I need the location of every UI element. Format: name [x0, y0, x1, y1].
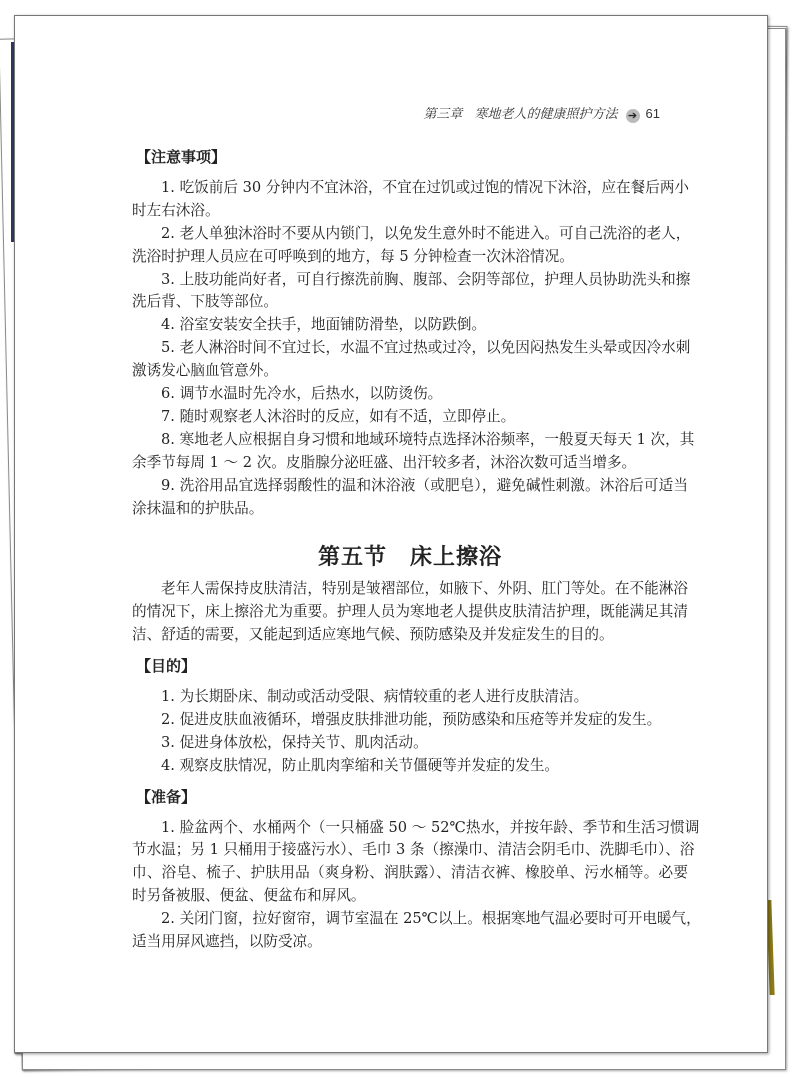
- spacer: [132, 521, 688, 529]
- text-line: 4. 浴室安装安全扶手，地面铺防滑垫，以防跌倒。: [161, 316, 487, 334]
- text-line: 涂抹温和的护肤品。: [132, 499, 264, 517]
- text-line: 的情况下，床上擦浴尤为重要。护理人员为寒地老人提供皮肤清洁护理，既能满足其清: [132, 603, 688, 621]
- chapter-title: 寒地老人的健康照护方法: [474, 107, 618, 122]
- spacer: [132, 647, 688, 655]
- text-line: 洗浴时护理人员应在可呼唤到的地方，每 5 分钟检查一次沐浴情况。: [132, 247, 574, 265]
- paragraph: [132, 383, 688, 406]
- text-line: 巾、浴皂、梳子、护肤用品（爽身粉、润肤露）、清洁衣裤、橡胶单、污水桶等。必要: [132, 864, 688, 882]
- text-line: 节水温；另 1 只桶用于接盛污水）、毛巾 3 条（擦澡巾、清洁会阴毛巾、洗脚毛巾）、浴: [132, 841, 695, 859]
- text-line: 余季节每周 1 ～ 2 次。皮脂腺分泌旺盛、出汗较多者，沐浴次数可适当增多。: [132, 453, 637, 471]
- text-line: 5. 老人淋浴时间不宜过长，水温不宜过热或过冷，以免因闷热发生头晕或因冷水刺: [161, 339, 691, 357]
- text-line: 2. 老人单独沐浴时不要从内锁门，以免发生意外时不能进入。可自己洗浴的老人，: [161, 224, 691, 242]
- chapter-label: 第三章: [423, 107, 463, 122]
- text-line: 老年人需保持皮肤清洁，特别是皱褶部位，如腋下、外阴、肛门等处。在不能淋浴: [161, 580, 688, 598]
- text-line: 1. 脸盆两个、水桶两个（一只桶盛 50 ～ 52℃热水，并按年龄、季节和生活习惯调: [161, 818, 700, 836]
- paragraph: [132, 177, 688, 223]
- text-line: 激诱发心脑血管意外。: [132, 362, 278, 380]
- paragraph: [132, 406, 688, 429]
- paragraph: [132, 686, 688, 709]
- paragraph: [132, 475, 688, 521]
- text-line: 8. 寒地老人应根据自身习惯和地域环境特点选择沐浴频率，一般夏天每天 1 次，其: [161, 430, 695, 448]
- paragraph: [132, 709, 688, 732]
- page-body: [132, 146, 701, 954]
- text-line: 适当用屏风遮挡，以防受凉。: [132, 933, 322, 951]
- text-line: 9. 洗浴用品宜选择弱酸性的温和沐浴液（或肥皂），避免碱性刺激。沐浴后可适当: [161, 476, 688, 494]
- arrow-right-icon: ➔: [626, 109, 640, 123]
- paragraph: [132, 817, 700, 909]
- page-number: 61: [645, 106, 660, 121]
- paragraph: [132, 908, 701, 954]
- paragraph: [132, 732, 688, 755]
- text-line: 3. 上肢功能尚好者，可自行擦洗前胸、腹部、会阴等部位，护理人员协助洗头和擦: [161, 270, 691, 288]
- text-line: 时另备被服、便盆、便盆布和屏风。: [132, 887, 366, 905]
- paragraph: [132, 429, 695, 475]
- subsection-heading: 【目的】: [136, 657, 197, 676]
- text-line: 洁、舒适的需要，又能起到适应寒地气候、预防感染及并发症发生的目的。: [132, 626, 614, 644]
- paragraph: [132, 269, 691, 315]
- subsection-heading: 【准备】: [136, 787, 197, 806]
- paragraph: [132, 578, 688, 647]
- paragraph: [132, 755, 688, 778]
- section-title: 第五节 床上擦浴: [317, 543, 502, 570]
- text-line: 2. 促进皮肤血液循环，增强皮肤排泄功能，预防感染和压疮等并发症的发生。: [161, 710, 662, 728]
- running-header: [15, 103, 767, 123]
- text-line: 洗后背、下肢等部位。: [132, 293, 278, 311]
- text-line: 时左右沐浴。: [132, 201, 220, 219]
- subsection-heading: 【注意事项】: [136, 148, 227, 166]
- spacer: [132, 778, 688, 786]
- paragraph: [132, 337, 691, 383]
- text-line: 4. 观察皮肤情况，防止肌肉挛缩和关节僵硬等并发症的发生。: [161, 756, 560, 774]
- text-line: 2. 关闭门窗，拉好窗帘，调节室温在 25℃以上。根据寒地气温必要时可开电暖气，: [161, 910, 701, 928]
- text-line: 7. 随时观察老人沐浴时的反应，如有不适，立即停止。: [161, 407, 516, 425]
- text-line: 1. 吃饭前后 30 分钟内不宜沐浴，不宜在过饥或过饱的情况下沐浴，应在餐后两小: [161, 178, 690, 196]
- paragraph: [132, 223, 691, 269]
- paragraph: [132, 314, 688, 337]
- text-line: 1. 为长期卧床、制动或活动受限、病情较重的老人进行皮肤清洁。: [161, 688, 589, 706]
- text-line: 6. 调节水温时先冷水，后热水，以防烫伤。: [161, 385, 443, 403]
- text-line: 3. 促进身体放松，保持关节、肌肉活动。: [161, 733, 428, 751]
